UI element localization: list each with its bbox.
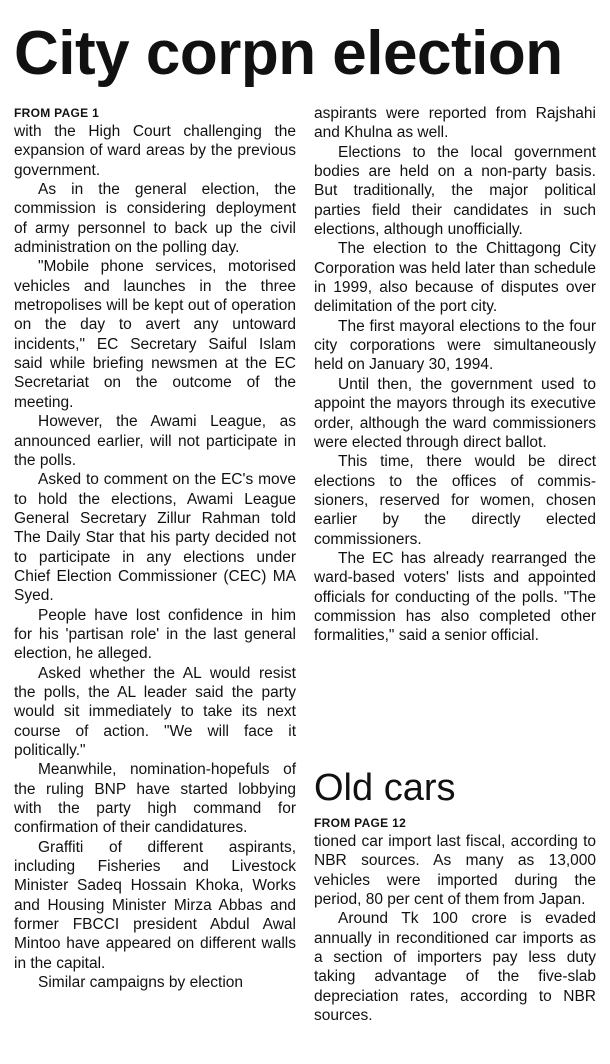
article-paragraph: Meanwhile, nomination-hopefuls of the ruling BNP have started lobbying with the party high command for confirmation of their candidatures. xyxy=(14,761,296,837)
article-paragraph: The first mayoral elections to the four city corporations were simultaneously held on January 30, 1994. xyxy=(314,317,596,374)
article-paragraph: This time, there would be direct elections to the offices of commissioners, reserved for women, chosen earlier by the directly elected commissioners. xyxy=(314,453,596,548)
article-paragraph: The EC has already rearranged the ward-based voters' lists and appointed officials for conducting of the polls. "The commission has also completed other formalities," said a senior official. xyxy=(314,549,596,645)
article-paragraph: Elections to the local government bodies are held on a non-party basis. But traditionally, the major political parties field their candidates in such elections, although unofficially. xyxy=(314,143,596,239)
continuation-kicker: FROM PAGE 12 xyxy=(314,816,407,830)
article-paragraph: tioned car import last fiscal, according to NBR sources. As many as 13,000 vehicles were imported during the period, 80 per cent of them from Japan. xyxy=(314,833,596,909)
article-column-left xyxy=(14,104,296,992)
article-paragraph: with the High Court challenging the expansion of ward areas by the previous government. xyxy=(14,123,296,179)
page-title: City corpn election xyxy=(14,19,563,88)
article-paragraph: However, the Awami League, as announced earlier, will not participate in the polls. xyxy=(14,413,296,469)
article-paragraph: The election to the Chittagong City Corporation was held later than schedule in 1999, also because of disputes over delimitation of the port city. xyxy=(314,240,596,316)
article-paragraph: aspirants were reported from Rajshahi and Khulna as well. xyxy=(314,105,596,142)
article-paragraph: Graffiti of different aspirants, including Fisheries and Livestock Minister Sadeq Hossain Khoka, Works and Housing Minister Mirza Abbas and former FBCCI president Abdul Awal Mintoo have appeared on different walls in the capital. xyxy=(14,838,296,972)
second-story-headline: Old cars xyxy=(314,767,456,809)
second-story-body xyxy=(314,814,596,1025)
article-paragraph: Until then, the government used to appoint the mayors through its executive order, although the ward commissioners were elected through direct ballot. xyxy=(314,375,596,451)
column-gutter xyxy=(303,104,304,1054)
article-paragraph: Around Tk 100 crore is evaded annually in reconditioned car imports as a section of importers pay less duty taking advantage of the five-slab depreciation rates, according to NBR sources. xyxy=(314,910,596,1025)
article-paragraph: People have lost confidence in him for his 'partisan role' in the last general election, he alleged. xyxy=(14,606,296,663)
article-paragraph: "Mobile phone services, motorised vehicles and launches in the three metropolises will be kept out of operation on the day to avert any untoward incidents," EC Secretary Saiful Islam said while briefing newsmen at the EC Secretariat on the outcome of the meeting. xyxy=(14,258,296,411)
article-paragraph: Asked whether the AL would resist the polls, the AL leader said the party would sit immediately to take its next course of action. "We will face it politically." xyxy=(14,664,296,759)
continuation-kicker: FROM PAGE 1 xyxy=(14,106,100,120)
article-paragraph: As in the general election, the commission is considering deployment of army personnel to back up the civil administration on the polling day. xyxy=(14,181,296,257)
article-column-right xyxy=(314,104,596,646)
article-paragraph: Similar campaigns by election xyxy=(38,974,244,992)
article-paragraph: Asked to comment on the EC's move to hold the elections, Awami League General Secretary Zillur Rahman told The Daily Star that his party decided not to participate in any elections under Chief Election Commissioner (CEC) MA Syed. xyxy=(14,471,296,605)
